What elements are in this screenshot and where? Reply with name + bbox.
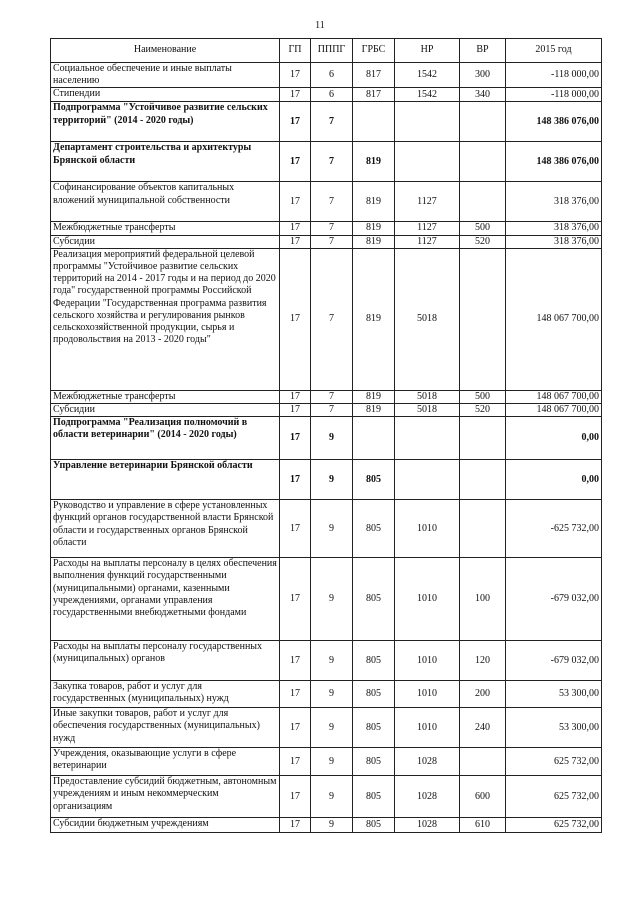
cell-gp: 17 [280, 235, 311, 248]
cell-pppg: 9 [311, 708, 353, 748]
cell-amount: 148 067 700,00 [506, 248, 602, 390]
cell-amount: 53 300,00 [506, 708, 602, 748]
table-row [51, 708, 602, 748]
header-gp: ГП [280, 39, 311, 63]
cell-nr: 1542 [395, 88, 460, 102]
cell-gp: 17 [280, 641, 311, 681]
budget-table [50, 38, 602, 833]
cell-grbs: 819 [353, 404, 395, 417]
cell-name: Предоставление субсидий бюджетным, автономным учреждениям и иным некоммерческим организациям [51, 776, 280, 818]
cell-name: Руководство и управление в сфере установленных функций органов государственной власти Брянской области и государственных органов Брянской области [51, 500, 280, 558]
cell-pppg: 9 [311, 417, 353, 460]
cell-amount: 625 732,00 [506, 748, 602, 776]
table-row [51, 748, 602, 776]
cell-gp: 17 [280, 182, 311, 222]
cell-vr: 610 [460, 818, 506, 833]
cell-name: Субсидии [51, 235, 280, 248]
table-row [51, 222, 602, 235]
cell-name: Субсидии бюджетным учреждениям [51, 818, 280, 833]
table-row [51, 681, 602, 708]
cell-gp: 17 [280, 102, 311, 142]
cell-nr [395, 142, 460, 182]
cell-grbs: 819 [353, 222, 395, 235]
cell-grbs: 805 [353, 500, 395, 558]
cell-nr [395, 417, 460, 460]
header-grbs: ГРБС [353, 39, 395, 63]
cell-gp: 17 [280, 222, 311, 235]
cell-vr: 240 [460, 708, 506, 748]
cell-grbs [353, 102, 395, 142]
cell-amount: 318 376,00 [506, 222, 602, 235]
cell-amount: 0,00 [506, 417, 602, 460]
cell-pppg: 7 [311, 142, 353, 182]
cell-name: Субсидии [51, 404, 280, 417]
table-row [51, 417, 602, 460]
cell-nr: 1542 [395, 63, 460, 88]
table-row [51, 88, 602, 102]
cell-name: Управление ветеринарии Брянской области [51, 460, 280, 500]
header-vr: ВР [460, 39, 506, 63]
cell-nr: 5018 [395, 248, 460, 390]
cell-amount: 148 067 700,00 [506, 404, 602, 417]
cell-pppg: 9 [311, 748, 353, 776]
cell-vr: 520 [460, 235, 506, 248]
cell-pppg: 9 [311, 500, 353, 558]
cell-amount: 148 386 076,00 [506, 102, 602, 142]
cell-name: Стипендии [51, 88, 280, 102]
cell-vr: 500 [460, 390, 506, 403]
cell-grbs: 819 [353, 142, 395, 182]
cell-pppg: 7 [311, 235, 353, 248]
cell-amount: -625 732,00 [506, 500, 602, 558]
cell-grbs: 819 [353, 182, 395, 222]
cell-gp: 17 [280, 748, 311, 776]
cell-nr: 1010 [395, 708, 460, 748]
cell-grbs: 819 [353, 390, 395, 403]
cell-nr: 1028 [395, 748, 460, 776]
cell-amount: -118 000,00 [506, 63, 602, 88]
header-nr: НР [395, 39, 460, 63]
table-row [51, 390, 602, 403]
cell-name: Иные закупки товаров, работ и услуг для обеспечения государственных (муниципальных) нужд [51, 708, 280, 748]
cell-amount: 625 732,00 [506, 776, 602, 818]
cell-nr: 1127 [395, 182, 460, 222]
cell-gp: 17 [280, 88, 311, 102]
table-body [51, 63, 602, 833]
cell-vr: 100 [460, 558, 506, 641]
cell-nr: 5018 [395, 404, 460, 417]
cell-grbs: 817 [353, 88, 395, 102]
cell-nr: 1127 [395, 222, 460, 235]
cell-pppg: 7 [311, 222, 353, 235]
table-row [51, 558, 602, 641]
cell-gp: 17 [280, 460, 311, 500]
cell-name: Расходы на выплаты персоналу в целях обеспечения выполнения функций государственными (муниципальными) органами, казенными учреждениями, органами управления государственными внебюджетными фондами [51, 558, 280, 641]
cell-vr: 500 [460, 222, 506, 235]
cell-name: Подпрограмма "Устойчивое развитие сельских территорий" (2014 - 2020 годы) [51, 102, 280, 142]
cell-grbs: 805 [353, 641, 395, 681]
cell-nr: 1010 [395, 558, 460, 641]
table-row [51, 63, 602, 88]
cell-vr [460, 182, 506, 222]
cell-nr: 1010 [395, 681, 460, 708]
cell-nr: 1010 [395, 641, 460, 681]
table-row [51, 235, 602, 248]
cell-grbs: 817 [353, 63, 395, 88]
cell-grbs: 819 [353, 235, 395, 248]
cell-gp: 17 [280, 248, 311, 390]
table-row [51, 500, 602, 558]
cell-grbs: 805 [353, 776, 395, 818]
cell-gp: 17 [280, 776, 311, 818]
cell-name: Расходы на выплаты персоналу государственных (муниципальных) органов [51, 641, 280, 681]
cell-pppg: 9 [311, 681, 353, 708]
cell-name: Межбюджетные трансферты [51, 390, 280, 403]
cell-name: Департамент строительства и архитектуры Брянской области [51, 142, 280, 182]
cell-grbs: 819 [353, 248, 395, 390]
cell-amount: 625 732,00 [506, 818, 602, 833]
cell-gp: 17 [280, 404, 311, 417]
cell-gp: 17 [280, 63, 311, 88]
table-header-row [51, 39, 602, 63]
cell-pppg: 7 [311, 390, 353, 403]
cell-pppg: 6 [311, 63, 353, 88]
cell-pppg: 7 [311, 404, 353, 417]
cell-gp: 17 [280, 142, 311, 182]
cell-grbs: 805 [353, 818, 395, 833]
cell-pppg: 9 [311, 558, 353, 641]
cell-vr [460, 142, 506, 182]
header-year: 2015 год [506, 39, 602, 63]
cell-vr: 200 [460, 681, 506, 708]
cell-nr: 1127 [395, 235, 460, 248]
table-row [51, 641, 602, 681]
cell-name: Межбюджетные трансферты [51, 222, 280, 235]
cell-gp: 17 [280, 417, 311, 460]
cell-nr [395, 460, 460, 500]
cell-vr: 120 [460, 641, 506, 681]
cell-pppg: 9 [311, 641, 353, 681]
cell-name: Социальное обеспечение и иные выплаты населению [51, 63, 280, 88]
cell-amount: -679 032,00 [506, 558, 602, 641]
cell-nr: 1010 [395, 500, 460, 558]
cell-vr: 300 [460, 63, 506, 88]
cell-pppg: 9 [311, 460, 353, 500]
cell-vr [460, 460, 506, 500]
table-row [51, 404, 602, 417]
cell-amount: 148 067 700,00 [506, 390, 602, 403]
cell-grbs [353, 417, 395, 460]
cell-pppg: 7 [311, 102, 353, 142]
cell-amount: 318 376,00 [506, 182, 602, 222]
cell-grbs: 805 [353, 708, 395, 748]
cell-nr [395, 102, 460, 142]
page-number: 11 [315, 20, 325, 31]
table-row [51, 248, 602, 390]
cell-vr [460, 417, 506, 460]
table-row [51, 818, 602, 833]
cell-amount: 318 376,00 [506, 235, 602, 248]
cell-vr [460, 248, 506, 390]
cell-vr [460, 102, 506, 142]
cell-nr: 1028 [395, 818, 460, 833]
cell-pppg: 9 [311, 818, 353, 833]
cell-amount: -679 032,00 [506, 641, 602, 681]
cell-pppg: 9 [311, 776, 353, 818]
cell-nr: 5018 [395, 390, 460, 403]
cell-name: Реализация мероприятий федеральной целевой программы "Устойчивое развитие сельских территорий на 2014 - 2017 годы и на период до 2020 года" государственной программы Российской Федерации "Государственная программа развития сельского хозяйства и регулирования рынков сельскохозяйственной продукции, сырья и продовольствия на 2013 - 2020 годы" [51, 248, 280, 390]
table-row [51, 182, 602, 222]
cell-vr [460, 500, 506, 558]
cell-gp: 17 [280, 390, 311, 403]
cell-vr: 520 [460, 404, 506, 417]
cell-nr: 1028 [395, 776, 460, 818]
cell-amount: -118 000,00 [506, 88, 602, 102]
table-row [51, 142, 602, 182]
cell-gp: 17 [280, 708, 311, 748]
table-row [51, 102, 602, 142]
cell-grbs: 805 [353, 558, 395, 641]
cell-amount: 0,00 [506, 460, 602, 500]
cell-pppg: 7 [311, 248, 353, 390]
table-row [51, 460, 602, 500]
cell-grbs: 805 [353, 681, 395, 708]
cell-vr [460, 748, 506, 776]
cell-gp: 17 [280, 500, 311, 558]
cell-grbs: 805 [353, 460, 395, 500]
table-row [51, 776, 602, 818]
cell-name: Учреждения, оказывающие услуги в сфере ветеринарии [51, 748, 280, 776]
cell-gp: 17 [280, 818, 311, 833]
header-name: Наименование [51, 39, 280, 63]
cell-vr: 600 [460, 776, 506, 818]
cell-name: Подпрограмма "Реализация полномочий в области ветеринарии" (2014 - 2020 годы) [51, 417, 280, 460]
cell-amount: 148 386 076,00 [506, 142, 602, 182]
cell-pppg: 6 [311, 88, 353, 102]
cell-amount: 53 300,00 [506, 681, 602, 708]
cell-vr: 340 [460, 88, 506, 102]
cell-gp: 17 [280, 681, 311, 708]
cell-name: Закупка товаров, работ и услуг для государственных (муниципальных) нужд [51, 681, 280, 708]
header-pppg: ПППГ [311, 39, 353, 63]
cell-gp: 17 [280, 558, 311, 641]
cell-name: Софинансирование объектов капитальных вложений муниципальной собственности [51, 182, 280, 222]
cell-pppg: 7 [311, 182, 353, 222]
cell-grbs: 805 [353, 748, 395, 776]
